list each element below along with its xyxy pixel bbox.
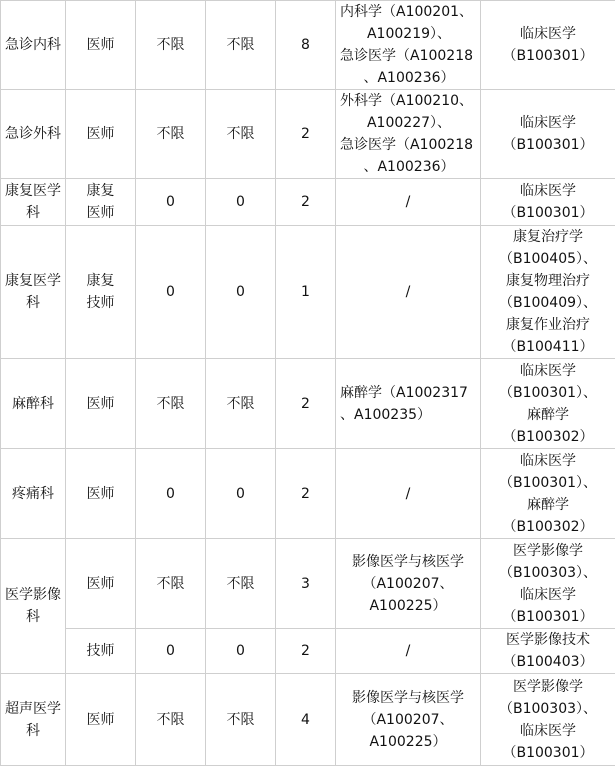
graduate-major-cell: / (336, 629, 481, 674)
undergraduate-major-cell (481, 359, 615, 449)
requirement-cell: 不限 (136, 674, 206, 766)
text-line: 医学影像学 (483, 676, 613, 698)
requirement-cell: 0 (206, 629, 276, 674)
text-line: （B100301）、 (483, 382, 613, 404)
text-line: 临床医学 (483, 112, 613, 134)
text-line: 、A100236） (340, 156, 478, 178)
text-line: （B100301） (483, 45, 613, 67)
text-line: （B100411） (483, 336, 613, 358)
text-line: 、A100235） (340, 404, 478, 426)
text-line: （B100301）、 (483, 472, 613, 494)
headcount-cell: 2 (276, 629, 336, 674)
department-cell (1, 179, 66, 226)
text-line: 急诊医学（A100218 (340, 45, 478, 67)
requirement-cell: 0 (136, 629, 206, 674)
text-line: 医学影像学 (483, 540, 613, 562)
department-cell (1, 674, 66, 766)
position-cell: 医师 (66, 539, 136, 629)
department-cell: 急诊外科 (1, 90, 66, 179)
department-cell: 急诊内科 (1, 1, 66, 90)
table-row (1, 226, 615, 359)
table-row (1, 1, 615, 90)
requirement-cell: 不限 (136, 359, 206, 449)
text-line: 科 (3, 606, 63, 628)
text-line: （A100207、 (338, 573, 478, 595)
undergraduate-major-cell (481, 179, 615, 226)
requirement-cell: 不限 (136, 90, 206, 179)
text-line: 麻醉学（A1002317 (340, 382, 478, 404)
requirement-cell: 不限 (206, 1, 276, 90)
text-line: 麻醉学 (483, 404, 613, 426)
headcount-cell: 2 (276, 179, 336, 226)
department-cell: 疼痛科 (1, 449, 66, 539)
text-line: A100227）、 (340, 112, 478, 134)
text-line: 康复医学 (3, 180, 63, 202)
headcount-cell: 2 (276, 90, 336, 179)
text-line: 临床医学 (483, 584, 613, 606)
text-line: 内科学（A100201、 (340, 1, 478, 23)
requirement-cell: 不限 (206, 90, 276, 179)
text-line: （A100207、 (338, 709, 478, 731)
text-line: 康复治疗学 (483, 226, 613, 248)
text-line: 临床医学 (483, 720, 613, 742)
requirement-cell: 0 (206, 179, 276, 226)
graduate-major-cell: / (336, 226, 481, 359)
graduate-major-cell (336, 1, 481, 90)
table-row (1, 539, 615, 629)
table-row (1, 90, 615, 179)
headcount-cell: 8 (276, 1, 336, 90)
text-line: （B100302） (483, 426, 613, 448)
requirement-cell: 0 (136, 449, 206, 539)
department-cell (1, 539, 66, 674)
undergraduate-major-cell (481, 449, 615, 539)
requirement-cell: 不限 (136, 539, 206, 629)
undergraduate-major-cell (481, 674, 615, 766)
text-line: （B100301） (483, 742, 613, 764)
position-cell: 医师 (66, 359, 136, 449)
text-line: 科 (3, 292, 63, 314)
text-line: 临床医学 (483, 180, 613, 202)
text-line: 急诊医学（A100218 (340, 134, 478, 156)
position-cell (66, 226, 136, 359)
text-line: 康复医学 (3, 270, 63, 292)
text-line: 影像医学与核医学 (338, 551, 478, 573)
text-line: 康复物理治疗 (483, 270, 613, 292)
department-cell (1, 226, 66, 359)
requirement-cell: 0 (206, 226, 276, 359)
text-line: 超声医学 (3, 698, 63, 720)
headcount-cell: 2 (276, 449, 336, 539)
undergraduate-major-cell (481, 1, 615, 90)
text-line: 临床医学 (483, 23, 613, 45)
text-line: （B100301） (483, 202, 613, 224)
text-line: （B100405）、 (483, 248, 613, 270)
graduate-major-cell (336, 90, 481, 179)
text-line: A100219）、 (340, 23, 478, 45)
requirement-cell: 0 (136, 179, 206, 226)
table-row (1, 674, 615, 766)
requirement-cell: 0 (206, 449, 276, 539)
table-row (1, 449, 615, 539)
text-line: 科 (3, 720, 63, 742)
graduate-major-cell: / (336, 449, 481, 539)
department-cell: 麻醉科 (1, 359, 66, 449)
position-cell: 技师 (66, 629, 136, 674)
requirement-cell: 不限 (206, 539, 276, 629)
text-line: 影像医学与核医学 (338, 687, 478, 709)
text-line: 、A100236） (340, 67, 478, 89)
requirement-cell: 不限 (206, 674, 276, 766)
text-line: A100225） (338, 595, 478, 617)
undergraduate-major-cell (481, 629, 615, 674)
graduate-major-cell: / (336, 179, 481, 226)
text-line: 康复作业治疗 (483, 314, 613, 336)
requirement-cell: 0 (136, 226, 206, 359)
text-line: 医学影像 (3, 584, 63, 606)
graduate-major-cell (336, 359, 481, 449)
headcount-cell: 4 (276, 674, 336, 766)
headcount-cell: 3 (276, 539, 336, 629)
text-line: （B100403） (483, 651, 613, 673)
text-line: 技师 (68, 292, 133, 314)
position-cell: 医师 (66, 1, 136, 90)
text-line: 科 (3, 202, 63, 224)
text-line: 医师 (68, 202, 133, 224)
text-line: 临床医学 (483, 360, 613, 382)
text-line: 麻醉学 (483, 494, 613, 516)
position-cell: 医师 (66, 674, 136, 766)
headcount-cell: 1 (276, 226, 336, 359)
text-line: （B100303）、 (483, 698, 613, 720)
text-line: 外科学（A100210、 (340, 90, 478, 112)
text-line: （B100301） (483, 606, 613, 628)
table-row (1, 359, 615, 449)
text-line: 康复 (68, 270, 133, 292)
requirement-cell: 不限 (136, 1, 206, 90)
position-cell: 医师 (66, 449, 136, 539)
text-line: 临床医学 (483, 450, 613, 472)
graduate-major-cell (336, 539, 481, 629)
position-cell (66, 179, 136, 226)
text-line: （B100409）、 (483, 292, 613, 314)
text-line: （B100301） (483, 134, 613, 156)
text-line: A100225） (338, 731, 478, 753)
undergraduate-major-cell (481, 90, 615, 179)
undergraduate-major-cell (481, 539, 615, 629)
undergraduate-major-cell (481, 226, 615, 359)
text-line: 医学影像技术 (483, 629, 613, 651)
text-line: （B100302） (483, 516, 613, 538)
graduate-major-cell (336, 674, 481, 766)
headcount-cell: 2 (276, 359, 336, 449)
table-row (1, 179, 615, 226)
text-line: （B100303）、 (483, 562, 613, 584)
text-line: 康复 (68, 180, 133, 202)
table-row (1, 629, 615, 674)
requirement-cell: 不限 (206, 359, 276, 449)
position-cell: 医师 (66, 90, 136, 179)
